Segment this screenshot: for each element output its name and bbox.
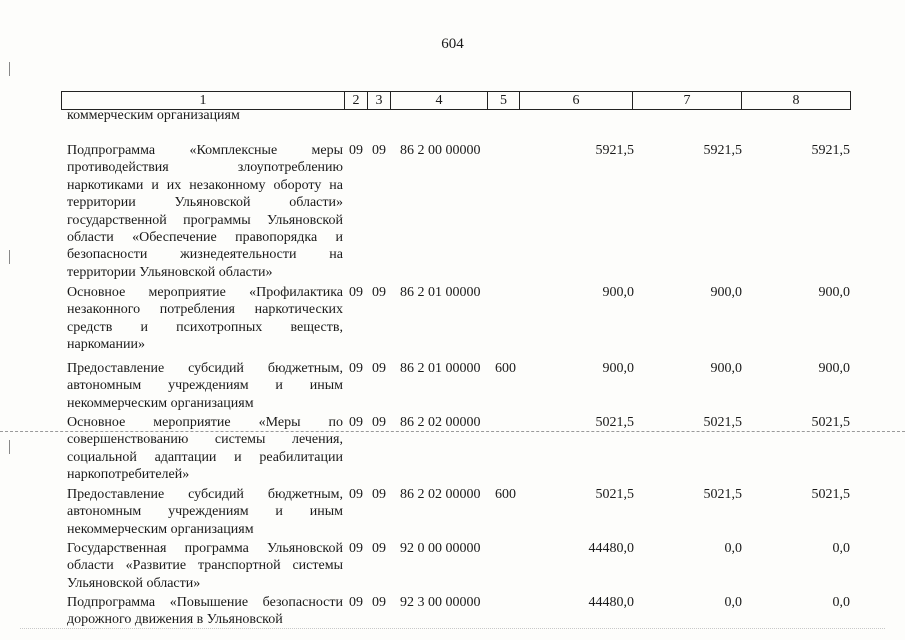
target-article-code: 92 0 00 00000 (400, 541, 481, 556)
section-code: 09 (349, 285, 363, 300)
header-cell: 2 (345, 92, 368, 110)
section-code: 09 (349, 143, 363, 158)
header-cell: 5 (488, 92, 520, 110)
amount-col-8: 5021,5 (811, 487, 850, 502)
amount-col-8: 900,0 (818, 361, 850, 376)
subsection-code: 09 (372, 143, 386, 158)
row-description: Предоставление субсидий бюджетным, автономным учреждениям и иным некоммерческим организациям (67, 361, 343, 411)
subsection-code: 09 (372, 487, 386, 502)
scan-artifact-line (0, 431, 905, 432)
row-description: Государственная программа Ульяновской области «Развитие транспортной системы Ульяновской области» (67, 541, 343, 591)
row-description: Подпрограмма «Повышение безопасности дорожного движения в Ульяновской (67, 595, 343, 628)
header-cell: 7 (633, 92, 742, 110)
row-description: Основное мероприятие «Меры по совершенствованию системы лечения, социальной адаптации и реабилитации наркопотребителей» (67, 415, 343, 483)
row-description: Основное мероприятие «Профилактика незаконного потребления наркотических средств и психотропных веществ, наркомании» (67, 285, 343, 353)
subsection-code: 09 (372, 285, 386, 300)
header-cell: 3 (368, 92, 391, 110)
amount-col-6: 900,0 (602, 285, 634, 300)
amount-col-6: 900,0 (602, 361, 634, 376)
header-cell: 4 (391, 92, 488, 110)
section-code: 09 (349, 361, 363, 376)
target-article-code: 92 3 00 00000 (400, 595, 481, 610)
amount-col-7: 0,0 (724, 595, 742, 610)
amount-col-8: 5021,5 (811, 415, 850, 430)
amount-col-6: 5021,5 (595, 415, 634, 430)
amount-col-8: 5921,5 (811, 143, 850, 158)
page-number: 604 (441, 36, 464, 52)
section-code: 09 (349, 595, 363, 610)
table-row (0, 540, 905, 592)
amount-col-7: 5921,5 (703, 143, 742, 158)
amount-col-7: 900,0 (710, 361, 742, 376)
scan-artifact-line (20, 628, 885, 629)
subsection-code: 09 (372, 361, 386, 376)
table-body (0, 108, 905, 628)
target-article-code: 86 2 02 00000 (400, 415, 481, 430)
header-cell: 1 (62, 92, 345, 110)
amount-col-6: 5021,5 (595, 487, 634, 502)
amount-col-7: 5021,5 (703, 487, 742, 502)
amount-col-8: 0,0 (832, 595, 850, 610)
amount-col-7: 900,0 (710, 285, 742, 300)
target-article-code: 86 2 00 00000 (400, 143, 481, 158)
table-row (0, 360, 905, 412)
target-article-code: 86 2 01 00000 (400, 285, 481, 300)
amount-col-6: 44480,0 (588, 595, 634, 610)
table-row (0, 110, 905, 127)
amount-col-7: 0,0 (724, 541, 742, 556)
amount-col-8: 0,0 (832, 541, 850, 556)
target-article-code: 86 2 02 00000 (400, 487, 481, 502)
section-code: 09 (349, 487, 363, 502)
expense-type-code: 600 (495, 361, 516, 376)
amount-col-7: 5021,5 (703, 415, 742, 430)
subsection-code: 09 (372, 415, 386, 430)
amount-col-6: 44480,0 (588, 541, 634, 556)
section-code: 09 (349, 541, 363, 556)
header-cell: 8 (742, 92, 851, 110)
subsection-code: 09 (372, 541, 386, 556)
target-article-code: 86 2 01 00000 (400, 361, 481, 376)
amount-col-6: 5921,5 (595, 143, 634, 158)
row-description: Подпрограмма «Комплексные меры противодействия злоупотреблению наркотиками и их незаконному обороту на территории Ульяновской области» государственной программы Ульяновской области «Обеспечение правопорядка и безопасности жизнедеятельности на территории Ульяновской области» (67, 143, 343, 280)
expense-type-code: 600 (495, 487, 516, 502)
row-description: коммерческим организациям (67, 108, 240, 123)
section-code: 09 (349, 415, 363, 430)
amount-col-8: 900,0 (818, 285, 850, 300)
table-row (0, 414, 905, 484)
row-description: Предоставление субсидий бюджетным, автономным учреждениям и иным некоммерческим организациям (67, 487, 343, 537)
table-row (0, 486, 905, 538)
table-row (0, 594, 905, 630)
subsection-code: 09 (372, 595, 386, 610)
header-cell: 6 (520, 92, 633, 110)
margin-mark (9, 62, 10, 76)
table-row (0, 284, 905, 358)
table-row (0, 142, 905, 279)
